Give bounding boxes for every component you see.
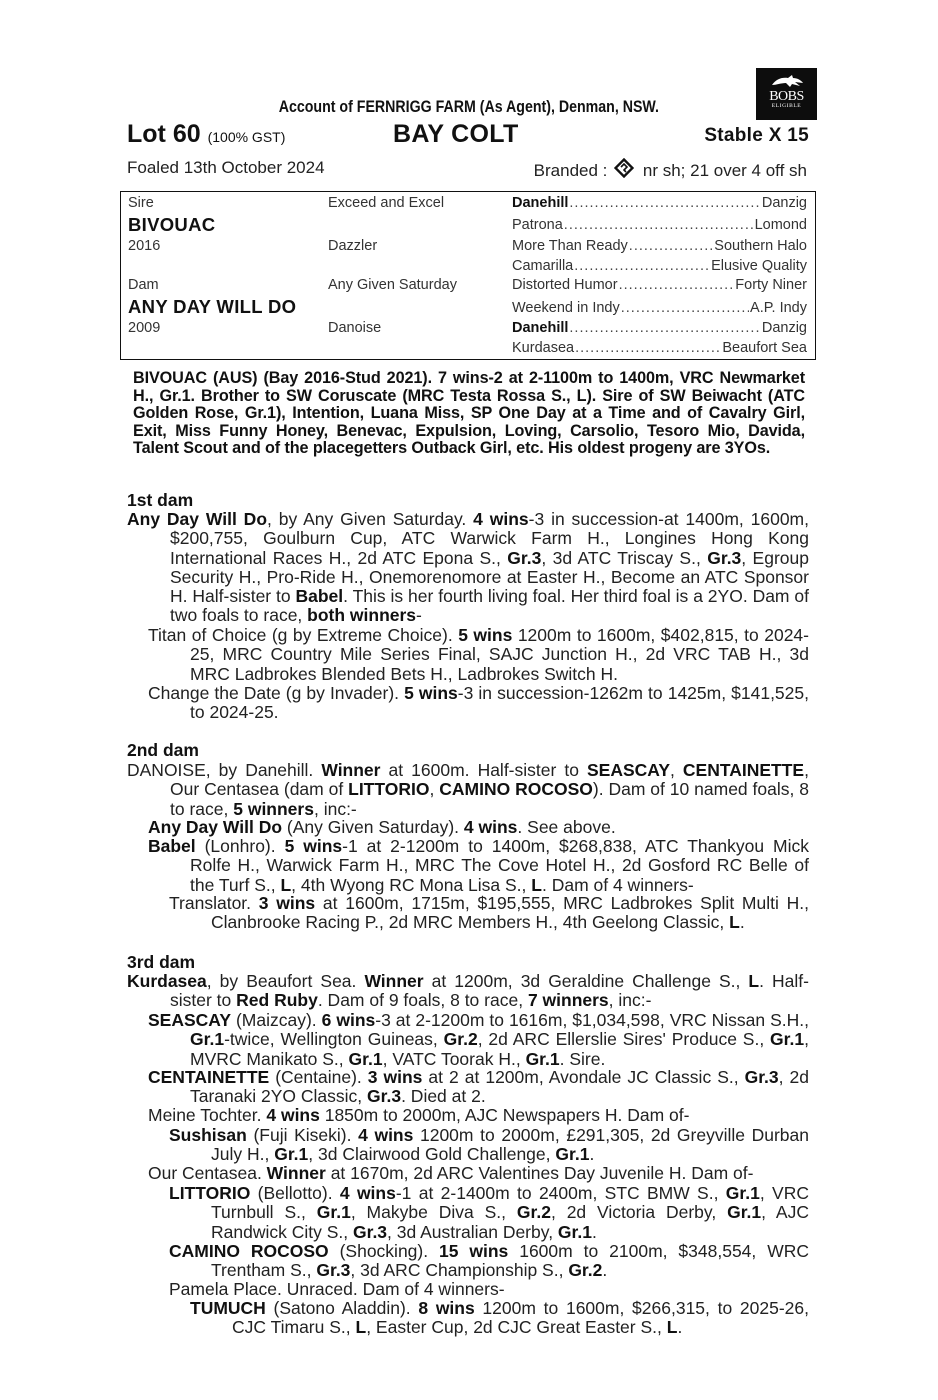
bold-run: Gr.3 (316, 1260, 351, 1281)
bold-run: Gr.1 (770, 1029, 805, 1050)
gg-name: Danehill (512, 195, 569, 211)
bold-run: Winner (364, 971, 424, 991)
text-run: , VATC Toorak H., (382, 1048, 526, 1069)
gg-sire: Danzig (761, 195, 807, 211)
text-run: DANOISE, by Danehill. (127, 760, 322, 780)
leader-dots (619, 277, 735, 293)
text-run: . Half-sister to (170, 971, 809, 1011)
text-run: , inc:- (608, 990, 652, 1011)
bold-run: Sushisan (169, 1125, 247, 1145)
great-grandparent-row (512, 238, 807, 254)
bold-run: 4 wins (358, 1125, 414, 1145)
sire-name: BIVOUAC (128, 214, 216, 235)
text-run: , Easter Cup, 2d CJC Great Easter S., (366, 1317, 667, 1338)
text-run: , by Beaufort Sea. (206, 971, 365, 991)
bold-run: LITTORIO (348, 779, 430, 800)
bold-run: Gr.3 (744, 1067, 779, 1087)
text-run: at 1670m, 2d ARC Valentines Day Juvenile H. Dam of- (325, 1163, 754, 1183)
brand-mark-icon (614, 158, 634, 178)
great-grandparent-row (512, 300, 807, 316)
great-grandparent-row (512, 277, 807, 293)
text-run: (Bellotto). (250, 1183, 340, 1203)
bold-run: LITTORIO (169, 1183, 251, 1203)
gg-sire: Forty Niner (735, 277, 807, 293)
grandsire-paternal: Exceed and Excel (328, 195, 445, 211)
gg-sire: Southern Halo (714, 238, 807, 254)
text-run: -1 at 2-1400m to 2400m, STC BMW S., (395, 1183, 726, 1203)
bold-run: Gr.1 (190, 1029, 225, 1050)
text-run: Titan of Choice (g by Extreme Choice). (148, 625, 459, 645)
text-run: 1600m to 2100m, $348,554, WRC Trentham S., (211, 1241, 809, 1281)
bold-run: Winner (266, 1163, 326, 1183)
text-run: . (739, 912, 745, 933)
bold-run: Gr.1 (348, 1048, 383, 1069)
pedigree-entry (190, 1298, 809, 1338)
text-run: . Sire. (559, 1048, 606, 1069)
gg-name: Kurdasea (512, 340, 575, 356)
text-run: Change the Date (g by Invader). (148, 683, 405, 703)
text-run: , 2d ARC Ellerslie Sires' Produce S., (477, 1029, 771, 1050)
leader-dots (621, 300, 749, 316)
bold-run: SEASCAY (148, 1010, 231, 1030)
dam-heading: 3rd dam (127, 952, 196, 972)
text-run: , 2d Victoria Derby, (550, 1202, 728, 1223)
bold-run: CAMINO ROCOSO (439, 779, 593, 800)
bold-run: Kurdasea (127, 971, 207, 991)
bold-run: SEASCAY (587, 760, 670, 780)
text-run: , by Any Given Saturday. (267, 509, 474, 529)
bold-run: 4 wins (463, 817, 518, 837)
bold-run: Gr.3 (352, 1221, 388, 1242)
text-run: , AJC Randwick City S., (211, 1202, 809, 1242)
bold-run: 5 winners (233, 798, 314, 819)
grandsire-maternal: Any Given Saturday (328, 277, 457, 293)
text-run: 1850m to 2000m, AJC Newspapers H. Dam of- (319, 1105, 690, 1125)
text-run: -twice, Wellington Guineas, (224, 1029, 444, 1050)
bold-run: 5 wins (458, 625, 513, 645)
sire-summary: BIVOUAC (AUS) (Bay 2016-Stud 2021). 7 wins-2 at 2-1100m to 1400m, VRC Newmarket H., Gr.1. Brother to SW Coruscate (MRC Testa Rossa S., L). Sire of SW Beiwacht (ATC Golden Rose, Gr.1), Intention, Luana Miss, SP One Day at a Time and of Cavalry Girl, Exit, Miss Funny Honey, Benevac, Expulsion, Loving, Carsolio, Tesoro Mio, Davida, Talent Scout and of the placegetters Outback Girl, etc. His oldest progeny are 3YOs. (133, 369, 805, 458)
bold-run: Gr.1 (555, 1144, 590, 1165)
brand-info (534, 158, 807, 181)
text-run: -3 in succession-at 1400m, 1600m, $200,755, Goulburn Cup, ATC Warwick Farm H., Longines Hong Kong International Races H., 2d ATC Epona S., (170, 509, 809, 568)
dam-name: ANY DAY WILL DO (128, 296, 297, 317)
leader-dots (564, 217, 754, 233)
bold-run: Gr.1 (727, 1202, 762, 1223)
leader-dots (569, 320, 760, 336)
text-run: , VRC Turnbull S., (211, 1183, 809, 1223)
branded-value: nr sh; 21 over 4 off sh (642, 161, 807, 180)
lot-header (127, 120, 809, 150)
text-run: . (602, 1260, 608, 1281)
bold-run: Gr.3 (367, 1086, 402, 1107)
pedigree-table (120, 191, 816, 360)
bold-run: 4 wins (473, 509, 529, 529)
stable-location: Stable X 15 (704, 125, 809, 146)
great-grandparent-row (512, 195, 807, 211)
pedigree-entry (148, 1105, 809, 1125)
horse-description: BAY COLT (393, 120, 519, 148)
text-run: at 1200m, 3d Geraldine Challenge S., (423, 971, 749, 991)
pedigree-entry (148, 836, 809, 895)
bold-run: 5 wins (404, 683, 458, 703)
pedigree-entry (148, 683, 809, 723)
text-run: ). Dam of 10 named foals, 8 to race, (170, 779, 810, 819)
text-run: , MVRC Manikato S., (190, 1029, 809, 1069)
text-run: (Centaine). (269, 1067, 368, 1087)
dam-heading: 1st dam (127, 490, 194, 510)
text-run: , 3d ARC Championship S., (350, 1260, 569, 1281)
bold-run: both winners (307, 605, 417, 626)
text-run: (Maizcay). (231, 1010, 322, 1030)
bold-run: 3 wins (367, 1067, 423, 1087)
bold-run: Gr.1 (525, 1048, 560, 1069)
logo-text: BOBS (769, 89, 804, 104)
gst-note: (100% GST) (207, 129, 286, 145)
gg-name: More Than Ready (512, 238, 628, 254)
sire-label: Sire (128, 195, 154, 211)
gg-name: Danehill (512, 320, 569, 336)
text-run: at 1600m. Half-sister to (380, 760, 587, 780)
lot-label: Lot 60 (127, 120, 201, 148)
pedigree-entry (148, 817, 809, 837)
gg-name: Patrona (512, 217, 563, 233)
text-run: -3 in succession-1262m to 1425m, $141,525, to 2024-25. (190, 683, 809, 723)
bold-run: Gr.1 (316, 1202, 351, 1223)
bold-run: TUMUCH (190, 1298, 266, 1318)
text-run: , Makybe Diva S., (350, 1202, 517, 1223)
text-run: Meine Tochter. (148, 1105, 267, 1125)
bold-run: 3 wins (258, 893, 316, 913)
bold-run: Any Day Will Do (148, 817, 283, 837)
bold-run: 15 wins (439, 1241, 509, 1261)
bold-run: Babel (295, 586, 344, 607)
bold-run: Gr.1 (557, 1221, 592, 1242)
text-run: , (429, 779, 440, 800)
text-run: , 3d ATC Triscay S., (541, 547, 708, 568)
text-run: , 4th Wyong RC Mona Lisa S., (291, 874, 532, 895)
text-run: , inc:- (313, 798, 357, 819)
bold-run: 8 wins (418, 1298, 475, 1318)
horse-head-icon (770, 73, 804, 89)
text-run: . This is her fourth living foal. Her third foal is a 2YO. Dam of two foals to race, (170, 586, 809, 626)
leader-dots (575, 340, 721, 356)
bold-run: CAMINO ROCOSO (169, 1241, 329, 1261)
text-run: -3 at 2-1200m to 1616m, $1,034,598, VRC Nissan S.H., (375, 1010, 809, 1030)
text-run: . Died at 2. (401, 1086, 486, 1107)
text-run: at 1600m, 1715m, $195,555, MRC Ladbrokes Split Multi H., Clanbrooke Racing P., 2d MRC Members H., 4th Geelong Classic, (211, 893, 809, 933)
text-run: (Any Given Saturday). (282, 817, 464, 837)
pedigree-entry (148, 1010, 809, 1069)
text-run: , Egroup Security H., Pro-Ride H., Onemorenomore at Easter H., Become an ATC Sponsor H. Half-sister to (170, 547, 809, 607)
leader-dots (629, 238, 714, 254)
bold-run: 6 wins (321, 1010, 376, 1030)
pedigree-entry (148, 1163, 809, 1183)
text-run: 1200m to 1600m, $402,815, to 2024-25, MRC Country Mile Series Final, SAJC Junction H., 2d VRC TAB H., 3d MRC Ladbrokes Blended Bets H., Ladbrokes Switch H. (190, 625, 809, 684)
text-run: , (670, 760, 683, 780)
text-run: , Our Centasea (dam of (170, 760, 809, 800)
dam-label: Dam (128, 277, 159, 293)
bold-run: 4 wins (266, 1105, 320, 1125)
pedigree-entry (169, 893, 809, 933)
dam-heading: 2nd dam (127, 740, 199, 760)
pedigree-entry (127, 971, 809, 1011)
text-run: . (677, 1317, 683, 1338)
text-run: Pamela Place. Unraced. Dam of 4 winners- (169, 1279, 505, 1299)
bold-run: CENTAINETTE (148, 1067, 270, 1087)
bold-run: 7 winners (527, 990, 609, 1011)
text-run: . See above. (517, 817, 616, 837)
text-run: 1200m to 2000m, £291,305, 2d Greyville Durban July H., (211, 1125, 809, 1165)
pedigree-entry (127, 760, 810, 819)
great-grandparent-row (512, 320, 807, 336)
bold-run: L (280, 874, 292, 895)
text-run: . (591, 1221, 597, 1242)
pedigree-entry (169, 1279, 809, 1299)
gg-sire: Lomond (754, 217, 807, 233)
bold-run: Any Day Will Do (127, 509, 268, 529)
bold-run: Winner (321, 760, 381, 780)
text-run: . Dam of 4 winners- (541, 874, 694, 895)
text-run: Translator. (169, 893, 259, 913)
foaled-date: Foaled 13th October 2024 (127, 158, 325, 177)
pedigree-entry (148, 625, 809, 684)
text-run: - (416, 605, 422, 626)
bold-run: L (355, 1317, 367, 1338)
great-grandparent-row (512, 258, 807, 274)
pedigree-entry (169, 1183, 809, 1242)
bold-run: L (748, 971, 760, 991)
gg-sire: Danzig (761, 320, 807, 336)
text-run: , 2d Taranaki 2YO Classic, (190, 1067, 809, 1107)
text-run: (Shocking). (328, 1241, 440, 1261)
pedigree-entry (169, 1241, 809, 1281)
sire-year: 2016 (128, 238, 161, 254)
bold-run: Gr.1 (274, 1144, 309, 1165)
bold-run: L (666, 1317, 678, 1338)
dam-year: 2009 (128, 320, 161, 336)
logo-subtext: ELIGIBLE (771, 103, 802, 109)
great-grandparent-row (512, 340, 807, 356)
bold-run: Gr.1 (725, 1183, 760, 1203)
gg-name: Distorted Humor (512, 277, 618, 293)
text-run: . Dam of 9 foals, 8 to race, (317, 990, 528, 1011)
bold-run: CENTAINETTE (682, 760, 805, 780)
bold-run: L (729, 912, 740, 933)
bold-run: 5 wins (284, 836, 343, 856)
gg-name: Weekend in Indy (512, 300, 620, 316)
pedigree-entry (127, 509, 809, 626)
leader-dots (569, 195, 760, 211)
bold-run: L (531, 874, 542, 895)
pedigree-entry (169, 1125, 809, 1165)
granddam-maternal: Danoise (328, 320, 382, 336)
gg-sire: Beaufort Sea (722, 340, 807, 356)
gg-name: Camarilla (512, 258, 574, 274)
leader-dots (574, 258, 710, 274)
bold-run: Red Ruby (236, 990, 318, 1011)
bold-run: Gr.3 (707, 547, 742, 568)
branded-label: Branded : (533, 161, 608, 180)
bold-run: Gr.2 (568, 1260, 603, 1281)
bold-run: Gr.3 (507, 547, 542, 568)
text-run: , 3d Australian Derby, (387, 1221, 558, 1242)
text-run: -1 at 2-1200m to 1400m, $268,838, ATC Thankyou Mick Rolfe H., Warwick Farm H., MRC The Cove Hotel H., 2d Gosford RC Belle of the Turf S., (190, 836, 809, 895)
text-run: Our Centasea. (148, 1163, 267, 1183)
text-run: . (589, 1144, 595, 1165)
text-run: (Satono Aladdin). (265, 1298, 419, 1318)
text-run: (Lonhro). (195, 836, 285, 856)
text-run: , 3d Clairwood Gold Challenge, (308, 1144, 556, 1165)
bold-run: Babel (148, 836, 196, 856)
vendor-account: Account of FERNRIGG FARM (As Agent), Denman, NSW. (278, 98, 659, 116)
pedigree-entry (148, 1067, 809, 1107)
bold-run: Gr.2 (516, 1202, 551, 1223)
text-run: at 2 at 1200m, Avondale JC Classic S., (422, 1067, 745, 1087)
gg-sire: A.P. Indy (750, 300, 807, 316)
bold-run: 4 wins (339, 1183, 396, 1203)
granddam-paternal: Dazzler (328, 238, 378, 254)
bold-run: Gr.2 (443, 1029, 478, 1050)
lot-number (127, 120, 285, 149)
gg-sire: Elusive Quality (711, 258, 807, 274)
text-run: (Fuji Kiseki). (246, 1125, 359, 1145)
great-grandparent-row (512, 217, 807, 233)
text-run: 1200m to 1600m, $266,315, to 2025-26, CJC Timaru S., (232, 1298, 809, 1338)
